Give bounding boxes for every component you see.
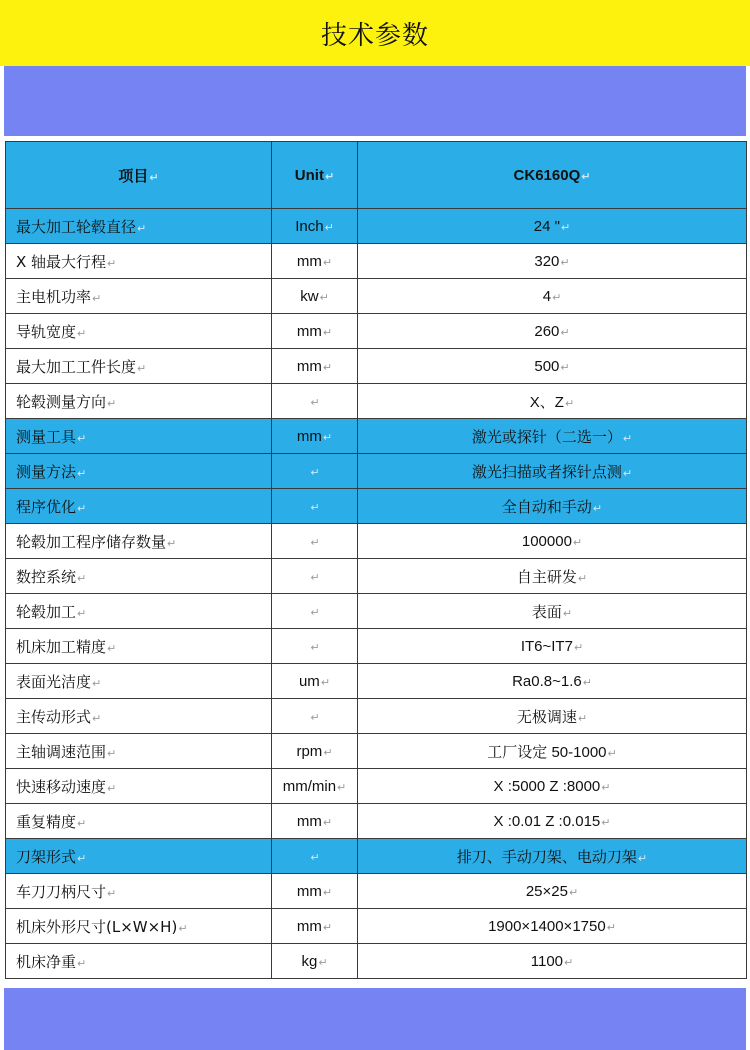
item-cell <box>6 454 272 489</box>
return-mark-icon: ↵ <box>337 781 347 794</box>
value-cell <box>358 524 747 559</box>
value-cell <box>358 209 747 244</box>
spec-table <box>5 141 747 979</box>
unit-cell <box>272 384 358 419</box>
value-cell <box>358 734 747 769</box>
unit-cell <box>272 489 358 524</box>
header-value: CK6160Q <box>513 166 581 184</box>
value-cell <box>358 244 747 279</box>
row-unit: mm <box>296 358 322 375</box>
value-cell <box>358 664 747 699</box>
return-mark-icon: ↵ <box>564 396 575 410</box>
unit-cell <box>272 804 358 839</box>
table-row <box>6 909 747 944</box>
row-item: 主电机功率 <box>16 287 92 306</box>
return-mark-icon: ↵ <box>107 781 117 795</box>
header-value-cell <box>358 142 747 209</box>
return-mark-icon: ↵ <box>77 326 87 340</box>
table-row <box>6 804 747 839</box>
unit-cell <box>272 734 358 769</box>
row-item: 测量方法 <box>16 462 77 481</box>
row-item: 主传动形式 <box>16 707 92 726</box>
return-mark-icon: ↵ <box>107 746 117 760</box>
row-item: 最大加工工件长度 <box>16 357 137 376</box>
return-mark-icon: ↵ <box>310 711 320 724</box>
return-mark-icon: ↵ <box>92 676 102 690</box>
row-value: 无极调速 <box>516 708 577 726</box>
header-unit: Unit <box>294 166 324 184</box>
item-cell <box>6 489 272 524</box>
item-cell <box>6 804 272 839</box>
table-row <box>6 839 747 874</box>
row-value: 100000 <box>521 533 572 550</box>
row-item: 轮毂测量方向 <box>16 392 107 411</box>
unit-cell <box>272 279 358 314</box>
return-mark-icon: ↵ <box>592 501 603 515</box>
return-mark-icon: ↵ <box>310 536 320 549</box>
return-mark-icon: ↵ <box>178 921 188 935</box>
row-item: 轮毂加工程序储存数量 <box>16 532 167 551</box>
row-unit: mm <box>296 883 322 900</box>
unit-cell <box>272 419 358 454</box>
row-item: X 轴最大行程 <box>16 252 107 271</box>
row-value: 全自动和手动 <box>501 498 592 516</box>
unit-cell <box>272 909 358 944</box>
item-cell <box>6 769 272 804</box>
return-mark-icon: ↵ <box>622 431 633 445</box>
item-cell <box>6 314 272 349</box>
value-cell <box>358 804 747 839</box>
return-mark-icon: ↵ <box>149 171 159 184</box>
title-bar <box>0 0 750 66</box>
header-item-cell <box>6 142 272 209</box>
row-value: 排刀、手动刀架、电动刀架 <box>456 848 637 866</box>
return-mark-icon: ↵ <box>310 571 320 584</box>
return-mark-icon: ↵ <box>107 641 117 655</box>
value-cell <box>358 454 747 489</box>
table-row <box>6 664 747 699</box>
value-cell <box>358 419 747 454</box>
return-mark-icon: ↵ <box>318 956 328 969</box>
return-mark-icon: ↵ <box>319 291 329 304</box>
return-mark-icon: ↵ <box>572 536 583 549</box>
return-mark-icon: ↵ <box>310 396 320 409</box>
header-item: 项目 <box>118 167 149 185</box>
table-row <box>6 419 747 454</box>
return-mark-icon: ↵ <box>324 170 335 183</box>
return-mark-icon: ↵ <box>77 816 87 830</box>
return-mark-icon: ↵ <box>77 431 87 445</box>
table-row <box>6 384 747 419</box>
item-cell <box>6 349 272 384</box>
return-mark-icon: ↵ <box>107 256 117 270</box>
table-row <box>6 209 747 244</box>
return-mark-icon: ↵ <box>606 921 616 934</box>
return-mark-icon: ↵ <box>92 291 102 305</box>
row-value: 激光或探针（二选一） <box>471 428 622 446</box>
table-row <box>6 349 747 384</box>
table-row <box>6 944 747 979</box>
return-mark-icon: ↵ <box>310 501 320 514</box>
unit-cell <box>272 664 358 699</box>
item-cell <box>6 384 272 419</box>
item-cell <box>6 699 272 734</box>
return-mark-icon: ↵ <box>322 921 333 934</box>
return-mark-icon: ↵ <box>552 291 562 304</box>
value-cell <box>358 699 747 734</box>
unit-cell <box>272 559 358 594</box>
row-value: X、Z <box>529 393 564 411</box>
header-unit-cell <box>272 142 358 209</box>
table-row <box>6 559 747 594</box>
table-row <box>6 769 747 804</box>
value-cell <box>358 909 747 944</box>
return-mark-icon: ↵ <box>310 851 320 864</box>
return-mark-icon: ↵ <box>77 571 87 585</box>
item-cell <box>6 874 272 909</box>
unit-cell <box>272 944 358 979</box>
row-item: 表面光洁度 <box>16 672 92 691</box>
row-value: X :0.01 Z :0.015 <box>493 813 601 830</box>
unit-cell <box>272 629 358 664</box>
page-title: 技术参数 <box>320 20 429 51</box>
table-row <box>6 244 747 279</box>
return-mark-icon: ↵ <box>322 361 333 374</box>
row-unit: kg <box>301 953 318 970</box>
table-row <box>6 629 747 664</box>
return-mark-icon: ↵ <box>322 816 333 829</box>
row-value: 320 <box>534 253 560 270</box>
return-mark-icon: ↵ <box>310 466 320 479</box>
row-item: 机床外形尺寸(L×W×H) <box>16 917 178 936</box>
value-cell <box>358 489 747 524</box>
value-cell <box>358 349 747 384</box>
row-unit: mm <box>296 323 322 340</box>
table-row <box>6 594 747 629</box>
row-item: 测量工具 <box>16 427 77 446</box>
value-cell <box>358 629 747 664</box>
return-mark-icon: ↵ <box>601 816 611 829</box>
return-mark-icon: ↵ <box>581 170 591 183</box>
return-mark-icon: ↵ <box>323 746 333 759</box>
return-mark-icon: ↵ <box>637 851 648 865</box>
item-cell <box>6 944 272 979</box>
return-mark-icon: ↵ <box>310 606 320 619</box>
row-item: 重复精度 <box>16 812 77 831</box>
return-mark-icon: ↵ <box>77 466 87 480</box>
row-item: 主轴调速范围 <box>16 742 107 761</box>
unit-cell <box>272 699 358 734</box>
item-cell <box>6 629 272 664</box>
row-value: X :5000 Z :8000 <box>493 778 601 795</box>
return-mark-icon: ↵ <box>92 711 102 725</box>
value-cell <box>358 594 747 629</box>
table-row <box>6 734 747 769</box>
unit-cell <box>272 314 358 349</box>
item-cell <box>6 559 272 594</box>
return-mark-icon: ↵ <box>77 851 87 865</box>
return-mark-icon: ↵ <box>320 676 331 689</box>
return-mark-icon: ↵ <box>560 326 570 339</box>
unit-cell <box>272 769 358 804</box>
value-cell <box>358 384 747 419</box>
row-value: IT6~IT7 <box>520 638 573 655</box>
item-cell <box>6 664 272 699</box>
return-mark-icon: ↵ <box>107 886 117 900</box>
row-unit: mm/min <box>282 778 337 795</box>
return-mark-icon: ↵ <box>573 641 584 654</box>
value-cell <box>358 944 747 979</box>
return-mark-icon: ↵ <box>560 221 571 234</box>
value-cell <box>358 314 747 349</box>
row-item: 最大加工轮毂直径 <box>16 217 137 236</box>
row-value: 500 <box>534 358 560 375</box>
row-item: 程序优化 <box>16 497 77 516</box>
return-mark-icon: ↵ <box>564 956 574 969</box>
row-value: 4 <box>542 288 552 305</box>
return-mark-icon: ↵ <box>622 466 633 480</box>
return-mark-icon: ↵ <box>601 781 611 794</box>
row-value: 260 <box>534 323 560 340</box>
table-row <box>6 279 747 314</box>
unit-cell <box>272 454 358 489</box>
return-mark-icon: ↵ <box>324 221 334 234</box>
item-cell <box>6 279 272 314</box>
table-row <box>6 524 747 559</box>
unit-cell <box>272 524 358 559</box>
row-unit: mm <box>296 813 322 830</box>
row-value: Ra0.8~1.6 <box>512 673 582 690</box>
row-unit: Inch <box>295 218 324 235</box>
top-banner <box>4 66 746 136</box>
row-unit: mm <box>296 253 322 270</box>
value-cell <box>358 839 747 874</box>
return-mark-icon: ↵ <box>582 676 592 689</box>
return-mark-icon: ↵ <box>310 641 320 654</box>
return-mark-icon: ↵ <box>77 501 87 515</box>
return-mark-icon: ↵ <box>77 956 87 970</box>
unit-cell <box>272 349 358 384</box>
value-cell <box>358 874 747 909</box>
row-item: 轮毂加工 <box>16 602 77 621</box>
value-cell <box>358 559 747 594</box>
row-item: 车刀刀柄尺寸 <box>16 882 107 901</box>
unit-cell <box>272 839 358 874</box>
unit-cell <box>272 594 358 629</box>
return-mark-icon: ↵ <box>167 536 177 550</box>
return-mark-icon: ↵ <box>568 886 579 899</box>
item-cell <box>6 244 272 279</box>
row-item: 刀架形式 <box>16 847 77 866</box>
row-value: 自主研发 <box>516 568 577 586</box>
row-item: 数控系统 <box>16 567 77 586</box>
row-unit: mm <box>296 918 322 935</box>
return-mark-icon: ↵ <box>137 361 147 375</box>
table-row <box>6 314 747 349</box>
item-cell <box>6 209 272 244</box>
item-cell <box>6 734 272 769</box>
return-mark-icon: ↵ <box>577 571 588 585</box>
table-row <box>6 699 747 734</box>
row-unit: rpm <box>296 743 323 760</box>
row-value: 25×25 <box>525 883 568 900</box>
table-row <box>6 454 747 489</box>
return-mark-icon: ↵ <box>322 326 333 339</box>
row-item: 导轨宽度 <box>16 322 77 341</box>
return-mark-icon: ↵ <box>77 606 87 620</box>
return-mark-icon: ↵ <box>577 711 588 725</box>
table-row <box>6 874 747 909</box>
row-value: 24 " <box>533 218 560 235</box>
row-unit: mm <box>296 428 322 445</box>
row-unit: kw <box>300 288 319 305</box>
value-cell <box>358 279 747 314</box>
bottom-banner <box>4 988 746 1050</box>
return-mark-icon: ↵ <box>607 746 617 760</box>
row-value: 激光扫描或者探针点测 <box>471 463 622 481</box>
return-mark-icon: ↵ <box>560 361 570 374</box>
return-mark-icon: ↵ <box>560 256 570 269</box>
return-mark-icon: ↵ <box>562 606 573 620</box>
item-cell <box>6 419 272 454</box>
row-item: 机床加工精度 <box>16 637 107 656</box>
return-mark-icon: ↵ <box>322 431 333 444</box>
value-cell <box>358 769 747 804</box>
return-mark-icon: ↵ <box>322 256 333 269</box>
row-value: 1900×1400×1750 <box>488 918 606 935</box>
item-cell <box>6 909 272 944</box>
item-cell <box>6 524 272 559</box>
item-cell <box>6 839 272 874</box>
table-header-row <box>6 142 747 209</box>
table-row <box>6 489 747 524</box>
row-value: 工厂设定 50-1000 <box>487 743 607 761</box>
row-value: 表面 <box>531 603 562 621</box>
unit-cell <box>272 874 358 909</box>
return-mark-icon: ↵ <box>107 396 117 410</box>
unit-cell <box>272 244 358 279</box>
row-value: 1100 <box>530 953 564 970</box>
row-item: 机床净重 <box>16 952 77 971</box>
row-item: 快速移动速度 <box>16 777 107 796</box>
return-mark-icon: ↵ <box>137 221 147 235</box>
return-mark-icon: ↵ <box>322 886 333 899</box>
item-cell <box>6 594 272 629</box>
row-unit: um <box>298 673 320 690</box>
unit-cell <box>272 209 358 244</box>
